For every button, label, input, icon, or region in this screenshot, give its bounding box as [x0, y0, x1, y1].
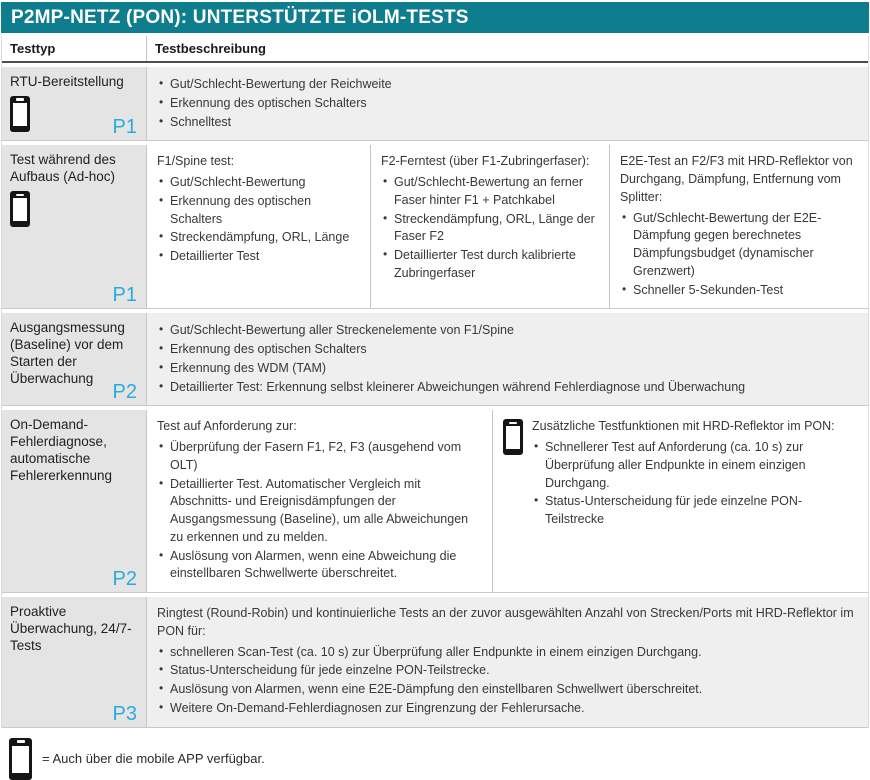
testtyp-cell: [2, 145, 147, 308]
bullet-list: [157, 439, 482, 583]
tests-table: [1, 36, 869, 728]
description-subcell-e2e-test: [609, 145, 868, 308]
column-header-testtyp: Testtyp: [2, 36, 147, 61]
testtyp-cell: [2, 410, 147, 592]
description-content: [147, 313, 868, 405]
description-cell: [147, 313, 868, 405]
table-row: [2, 597, 868, 728]
testtyp-label: Ausgangsmessung (Baseline) vor dem Starten der Überwachung: [10, 320, 125, 386]
bullet-list: [532, 439, 858, 529]
bullet-item: • Schnelltest: [157, 114, 858, 132]
bullet-item: • Schnellerer Test auf Anforderung (ca. 10 s) zur Überprüfung aller Endpunkte in einem einzigen Durchgang.: [532, 439, 858, 492]
bullet-item: • Erkennung des optischen Schalters: [157, 95, 858, 113]
priority-badge: P2: [112, 381, 137, 404]
testtyp-cell: [2, 313, 147, 405]
testtyp-label: Test während des Aufbaus (Ad-hoc): [10, 152, 116, 185]
table-row: [2, 313, 868, 406]
testtyp-label: RTU-Bereitstellung: [10, 74, 124, 89]
bullet-item: • Gut/Schlecht-Bewertung aller Streckenelemente von F1/Spine: [157, 322, 858, 340]
page-title: P2MP-NETZ (PON): UNTERSTÜTZTE iOLM-TESTS: [1, 2, 869, 33]
mobile-app-icon: [10, 96, 30, 132]
column-header-testbeschreibung: Testbeschreibung: [155, 41, 267, 56]
priority-badge: P1: [112, 284, 137, 307]
bullet-item: • Überprüfung der Fasern F1, F2, F3 (ausgehend vom OLT): [157, 439, 482, 475]
priority-badge: P1: [112, 116, 137, 139]
bullet-item: • Gut/Schlecht-Bewertung der Reichweite: [157, 76, 858, 94]
bullet-item: • Detaillierter Test: Erkennung selbst kleinerer Abweichungen während Fehlerdiagnose und Überwachung: [157, 379, 858, 397]
bullet-item: • Status-Unterscheidung für jede einzelne PON-Teilstrecke: [532, 493, 858, 529]
description-content: [147, 67, 868, 140]
testtyp-cell: [2, 67, 147, 140]
description-cell: [147, 67, 868, 140]
description-cell: [147, 597, 868, 727]
description-subcell-f1-spine: [147, 145, 370, 308]
subcell-intro: E2E-Test an F2/F3 mit HRD-Reflektor von Durchgang, Dämpfung, Entfernung vom Splitter:: [620, 154, 853, 204]
description-subcell-f2-ferntest: [370, 145, 609, 308]
mobile-app-icon: [10, 191, 30, 227]
testtyp-label: Proaktive Überwachung, 24/7-Tests: [10, 604, 132, 653]
description-cell: [147, 410, 868, 592]
bullet-list: [381, 174, 599, 283]
bullet-item: • Detaillierter Test durch kalibrierte Zubringerfaser: [381, 247, 599, 283]
bullet-item: • Detaillierter Test. Automatischer Vergleich mit Abschnitts- und Ereignisdämpfungen der Ausgangsmessung (Baseline), um alle Abweichungen zu erkennen und zu melden.: [157, 476, 482, 547]
subcell-intro: Ringtest (Round-Robin) und kontinuierliche Tests an der zuvor ausgewählten Anzahl von Strecken/Ports mit HRD-Reflektor im PON für:: [157, 606, 854, 638]
description-subcell-on-demand: [147, 410, 492, 592]
subcell-intro: Zusätzliche Testfunktionen mit HRD-Reflektor im PON:: [532, 419, 835, 434]
bullet-item: • Streckendämpfung, ORL, Länge: [157, 229, 360, 247]
subcell-intro: F2-Ferntest (über F1-Zubringerfaser):: [381, 154, 590, 169]
bullet-item: • Detaillierter Test: [157, 248, 360, 266]
bullet-item: • Status-Unterscheidung für jede einzelne PON-Teilstrecke.: [157, 662, 858, 680]
bullet-item: • Weitere On-Demand-Fehlerdiagnosen zur Eingrenzung der Fehlerursache.: [157, 700, 858, 718]
bullet-item: • Auslösung von Alarmen, wenn eine E2E-Dämpfung den einstellbaren Schwellwert überschreitet.: [157, 681, 858, 699]
bullet-item: • Gut/Schlecht-Bewertung an ferner Faser hinter F1 + Patchkabel: [381, 174, 599, 210]
bullet-item: • Erkennung des optischen Schalters: [157, 341, 858, 359]
bullet-item: • Auslösung von Alarmen, wenn eine Abweichung die einstellbaren Schwellwerte überschreitet.: [157, 548, 482, 584]
mobile-app-icon: [9, 738, 32, 780]
table-row: [2, 410, 868, 593]
description-cell: [147, 145, 868, 308]
bullet-list: [157, 644, 858, 718]
description-content: [147, 597, 868, 727]
subcell-intro: F1/Spine test:: [157, 154, 235, 169]
priority-badge: P3: [112, 702, 137, 725]
testtyp-cell: [2, 597, 147, 727]
bullet-item: • Schneller 5-Sekunden-Test: [620, 282, 858, 300]
bullet-list: [157, 174, 360, 266]
footer-legend: [9, 738, 869, 780]
bullet-list: [620, 210, 858, 300]
bullet-list: [157, 322, 858, 396]
bullet-item: • Gut/Schlecht-Bewertung: [157, 174, 360, 192]
subcell-intro: Test auf Anforderung zur:: [157, 419, 297, 434]
bullet-item: • Streckendämpfung, ORL, Länge der Faser F2: [381, 211, 599, 247]
table-row: [2, 67, 868, 141]
description-subcell-hrd-reflektor: [492, 410, 868, 592]
bullet-item: • schnelleren Scan-Test (ca. 10 s) zur Überprüfung aller Endpunkte in einem einzigen Durchgang.: [157, 644, 858, 662]
bullet-item: • Erkennung des WDM (TAM): [157, 360, 858, 378]
table-row: [2, 145, 868, 309]
priority-badge: P2: [112, 568, 137, 590]
subcell-content: [532, 418, 858, 530]
bullet-item: • Gut/Schlecht-Bewertung der E2E-Dämpfung gegen berechnetes Dämpfungsbudget (dynamischer Grenzwert): [620, 210, 858, 281]
table-header-row: [2, 36, 868, 63]
footer-note: = Auch über die mobile APP verfügbar.: [42, 751, 265, 766]
bullet-item: • Erkennung des optischen Schalters: [157, 193, 360, 229]
testtyp-label: On-Demand-Fehlerdiagnose, automatische Fehlererkennung: [10, 417, 113, 483]
bullet-list: [157, 76, 858, 131]
mobile-app-icon: [503, 419, 523, 455]
